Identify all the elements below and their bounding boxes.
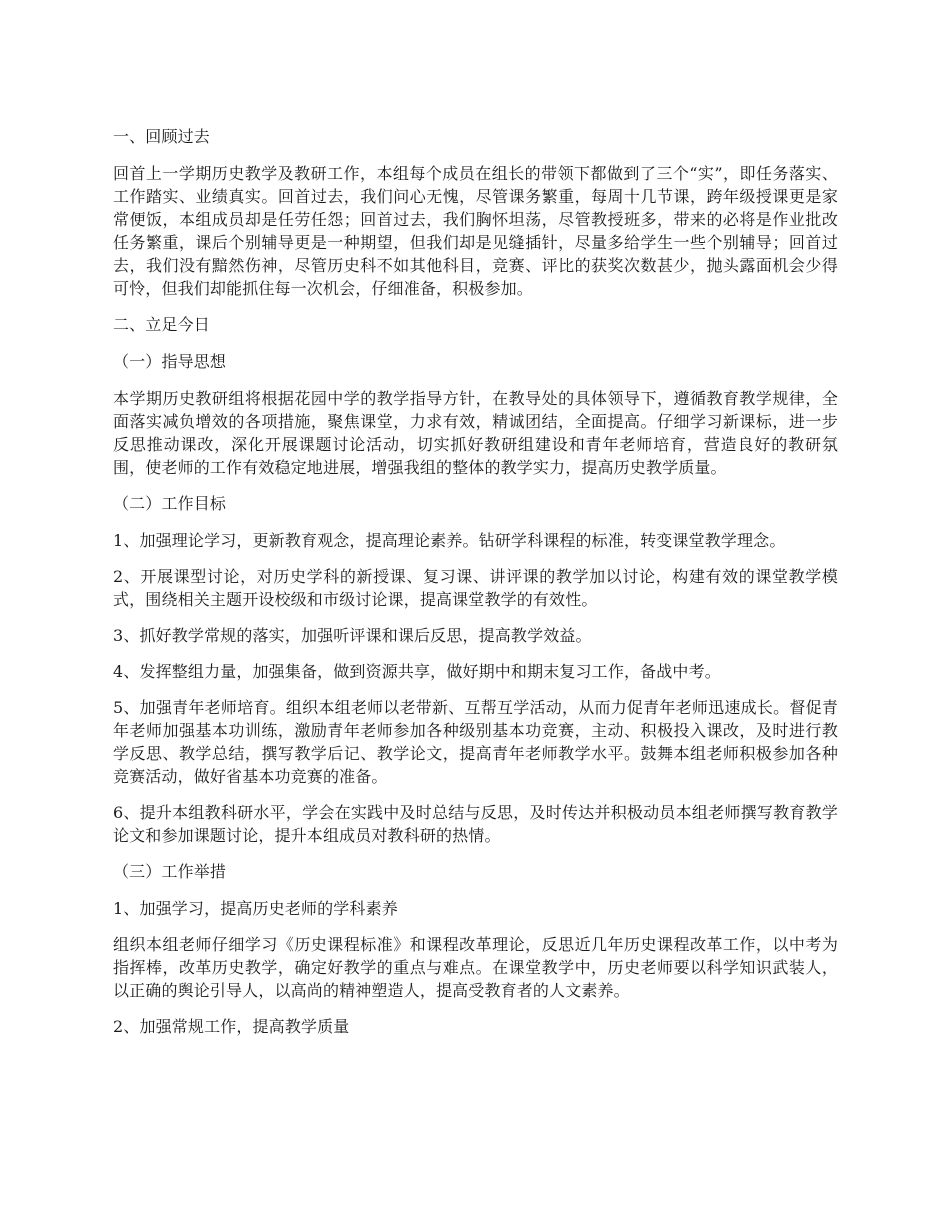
subheading-work-measures: （三）工作举措	[113, 862, 227, 881]
section-heading-review: 一、回顾过去	[113, 127, 210, 146]
goal-item-4: 4、发挥整组力量，加强集备，做到资源共享，做好期中和期末复习工作，备战中考。	[113, 662, 721, 681]
subheading-work-goals: （二）工作目标	[113, 494, 227, 513]
measure-item-1-body: 组织本组老师仔细学习《历史课程标准》和课程改革理论，反思近几年历史课程改革工作，以中考为指挥棒，改革历史教学，确定好教学的重点与难点。在课堂教学中，历史老师要以科学知识武装人，以正确的舆论引导人，以高尚的精神塑造人，提高受教育者的人文素养。	[113, 935, 838, 1000]
goal-item-5: 5、加强青年老师培育。组织本组老师以老带新、互帮互学活动，从而力促青年老师迅速成长。督促青年老师加强基本功训练，激励青年老师参加各种级别基本功竞赛，主动、积极投入课改，及时进行教学反思、教学总结，撰写教学后记、教学论文，提高青年老师教学水平。鼓舞本组老师积极参加各种竞赛活动，做好省基本功竞赛的准备。	[113, 698, 838, 786]
section-heading-present: 二、立足今日	[113, 315, 210, 334]
goal-item-6: 6、提升本组教科研水平，学会在实践中及时总结与反思，及时传达并积极动员本组老师撰写教育教学论文和参加课题讨论，提升本组成员对教科研的热情。	[113, 803, 838, 845]
paragraph-review: 回首上一学期历史教学及教研工作，本组每个成员在组长的带领下都做到了三个“实”，即任务落实、工作踏实、业绩真实。回首过去，我们问心无愧，尽管课务繁重，每周十几节课，跨年级授课更是家常便饭，本组成员却是任劳任怨；回首过去，我们胸怀坦荡，尽管教授班多，带来的必将是作业批改任务繁重，课后个别辅导更是一种期望，但我们却是见缝插针，尽量多给学生一些个别辅导；回首过去，我们没有黯然伤神，尽管历史科不如其他科目，竞赛、评比的获奖次数甚少，抛头露面机会少得可怜，但我们却能抓住每一次机会，仔细准备，积极参加。	[113, 164, 838, 298]
measure-item-1-title: 1、加强学习，提高历史老师的学科素养	[113, 899, 398, 918]
goal-item-1: 1、加强理论学习，更新教育观念，提高理论素养。钻研学科课程的标准，转变课堂教学理念。	[113, 531, 786, 550]
subheading-guiding-ideology: （一）指导思想	[113, 352, 227, 371]
paragraph-guiding-ideology: 本学期历史教研组将根据花园中学的教学指导方针，在教导处的具体领导下，遵循教育教学规律，全面落实减负增效的各项措施，聚焦课堂，力求有效，精诚团结，全面提高。仔细学习新课标，进一步反思推动课改，深化开展课题讨论活动，切实抓好教研组建设和青年老师培育，营造良好的教研氛围，使老师的工作有效稳定地进展，增强我组的整体的教学实力，提高历史教学质量。	[113, 389, 838, 477]
measure-item-2-title: 2、加强常规工作，提高教学质量	[113, 1017, 350, 1036]
goal-item-3: 3、抓好教学常规的落实，加强听评课和课后反思，提高教学效益。	[113, 626, 592, 645]
goal-item-2: 2、开展课型讨论，对历史学科的新授课、复习课、讲评课的教学加以讨论，构建有效的课堂教学模式，围绕相关主题开设校级和市级讨论课，提高课堂教学的有效性。	[113, 567, 838, 609]
